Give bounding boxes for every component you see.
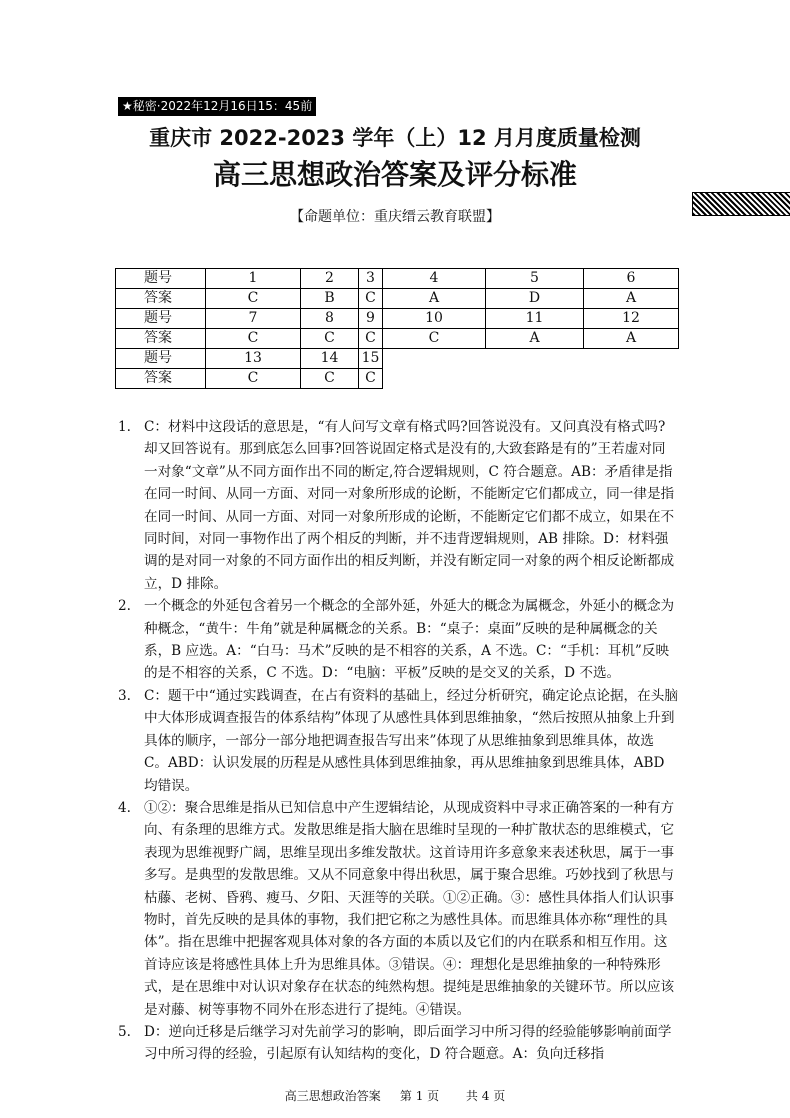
table-empty-cell bbox=[383, 349, 486, 369]
answer-text: C：材料中这段话的意思是，“有人问写文章有格式吗?回答说没有。又问真没有格式吗?却又回答说有。那到底怎么回事?回答说固定格式是没有的,大致套路是有的”王若虚对同一对象“文章”从不同方面作出不同的断定,符合逻辑规则，C 符合题意。AB：矛盾律是指在同一时间、从同一方面、对同一对象所形成的论断，不能断定它们都成立，同一律是指在同一时间、从同一方面、对同一对象所形成的论断，不能断定它们都不成立，如果在不同时间，对同一事物作出了两个相反的判断，并不违背逻辑规则，AB 排除。D：材料强调的是对同一对象的不同方面作出的相反判断，并没有断定同一对象的两个相反论断都成立，D 排除。 bbox=[144, 419, 675, 592]
answer-number: 4. bbox=[118, 799, 131, 816]
table-cell: C bbox=[301, 329, 359, 349]
table-cell: A bbox=[383, 289, 486, 309]
table-cell: 6 bbox=[584, 269, 679, 289]
table-cell: C bbox=[206, 369, 301, 389]
table-cell: C bbox=[383, 329, 486, 349]
table-empty-cell bbox=[383, 369, 486, 389]
table-empty-cell bbox=[584, 349, 679, 369]
table-row bbox=[116, 309, 679, 329]
table-row bbox=[116, 289, 679, 309]
table-cell: 14 bbox=[301, 349, 359, 369]
table-cell: 9 bbox=[359, 309, 383, 329]
table-row-label: 答案 bbox=[116, 329, 206, 349]
table-cell: 11 bbox=[486, 309, 584, 329]
table-cell: 4 bbox=[383, 269, 486, 289]
footer-total-pages: 4 bbox=[481, 1089, 490, 1103]
table-cell: 13 bbox=[206, 349, 301, 369]
table-row-label: 答案 bbox=[116, 369, 206, 389]
table-row-label: 题号 bbox=[116, 269, 206, 289]
table-cell: 7 bbox=[206, 309, 301, 329]
answer-item bbox=[118, 797, 678, 1021]
table-row bbox=[116, 349, 679, 369]
table-cell: 5 bbox=[486, 269, 584, 289]
confidential-label: ★秘密·2022年12月16日15：45前 bbox=[118, 97, 316, 116]
answer-item bbox=[118, 595, 678, 685]
table-row bbox=[116, 329, 679, 349]
table-cell: 3 bbox=[359, 269, 383, 289]
table-cell: B bbox=[301, 289, 359, 309]
table-row bbox=[116, 369, 679, 389]
answer-number: 5. bbox=[118, 1023, 131, 1040]
author-unit: 【命题单位：重庆缙云教育联盟】 bbox=[290, 209, 500, 225]
table-row-label: 题号 bbox=[116, 349, 206, 369]
table-cell: A bbox=[584, 289, 679, 309]
table-cell: C bbox=[359, 369, 383, 389]
table-cell: 8 bbox=[301, 309, 359, 329]
table-cell: C bbox=[359, 289, 383, 309]
table-cell: A bbox=[584, 329, 679, 349]
footer-total-prefix: 共 bbox=[465, 1089, 478, 1103]
table-empty-cell bbox=[584, 369, 679, 389]
answer-text: C：题干中“通过实践调查，在占有资料的基础上，经过分析研究，确定论点论据，在头脑中大体形成调查报告的体系结构”体现了从感性具体到思维抽象，“然后按照从抽象上升到具体的顺序，一部分一部分地把调查报告写出来”体现了从思维抽象到思维具体，故选 C。ABD：认识发展的历程是从感性具体到思维抽象，再从思维抽象到思维具体，ABD 均错误。 bbox=[144, 687, 678, 794]
table-empty-cell bbox=[486, 369, 584, 389]
answer-text: 一个概念的外延包含着另一个概念的全部外延，外延大的概念为属概念，外延小的概念为种概念，“黄牛：牛角”就是种属概念的关系。B：“桌子：桌面”反映的是种属概念的关系，B 应选。A：“白马：马术”反映的是不相容的关系，A 不选。C：“手机：耳机”反映的是不相容的关系，C 不选。D：“电脑：平板”反映的是交叉的关系，D 不选。 bbox=[144, 598, 675, 682]
answer-table bbox=[115, 268, 679, 389]
table-cell: D bbox=[486, 289, 584, 309]
answer-item bbox=[118, 1021, 678, 1066]
table-row bbox=[116, 269, 679, 289]
table-cell: 15 bbox=[359, 349, 383, 369]
footer-page-prefix: 第 bbox=[399, 1089, 412, 1103]
table-cell: 1 bbox=[206, 269, 301, 289]
footer-page-number: 1 bbox=[415, 1089, 424, 1103]
exam-title: 重庆市 2022-2023 学年（上）12 月月度质量检测 bbox=[149, 126, 641, 150]
answer-explanations bbox=[118, 416, 678, 1066]
page-footer bbox=[0, 1087, 790, 1104]
document-title: 高三思想政治答案及评分标准 bbox=[212, 158, 577, 191]
answer-item bbox=[118, 685, 678, 797]
answer-number: 3. bbox=[118, 687, 131, 704]
table-empty-cell bbox=[486, 349, 584, 369]
table-cell: 2 bbox=[301, 269, 359, 289]
footer-total-unit: 页 bbox=[493, 1089, 506, 1103]
table-cell: C bbox=[301, 369, 359, 389]
table-cell: C bbox=[206, 329, 301, 349]
table-cell: C bbox=[359, 329, 383, 349]
table-row-label: 题号 bbox=[116, 309, 206, 329]
answer-number: 2. bbox=[118, 598, 131, 615]
footer-page-unit: 页 bbox=[427, 1089, 440, 1103]
table-cell: C bbox=[206, 289, 301, 309]
answer-text: D：逆向迁移是后继学习对先前学习的影响，即后面学习中所习得的经验能够影响前面学习中所习得的经验，引起原有认知结构的变化，D 符合题意。A：负向迁移指 bbox=[144, 1023, 672, 1063]
answer-number: 1. bbox=[118, 419, 131, 435]
table-cell: 10 bbox=[383, 309, 486, 329]
table-cell: A bbox=[486, 329, 584, 349]
answer-item bbox=[118, 416, 678, 595]
table-row-label: 答案 bbox=[116, 289, 206, 309]
table-cell: 12 bbox=[584, 309, 679, 329]
answer-text: ①②：聚合思维是指从已知信息中产生逻辑结论，从现成资料中寻求正确答案的一种有方向、有条理的思维方式。发散思维是指大脑在思维时呈现的一种扩散状态的思维模式，它表现为思维视野广阔，思维呈现出多维发散状。这首诗用许多意象来表述秋思，属于一事多写。是典型的发散思维。又从不同意象中得出秋思，属于聚合思维。巧妙找到了秋思与枯藤、老树、昏鸦、瘦马、夕阳、天涯等的关联。①②正确。③：感性具体指人们认识事物时，首先反映的是具体的事物，我们把它称之为感性具体。而思维具体亦称“理性的具体”。指在思维中把握客观具体对象的各方面的本质以及它们的内在联系和相互作用。这首诗应该是将感性具体上升为思维具体。③错误。④：理想化是思维抽象的一种特殊形式，是在思维中对认识对象存在状态的纯然构想。提纯是思维抽象的关键环节。所以应该是对藤、树等事物不同外在形态进行了提纯。④错误。 bbox=[144, 799, 675, 1018]
footer-subject: 高三思想政治答案 bbox=[284, 1089, 381, 1103]
